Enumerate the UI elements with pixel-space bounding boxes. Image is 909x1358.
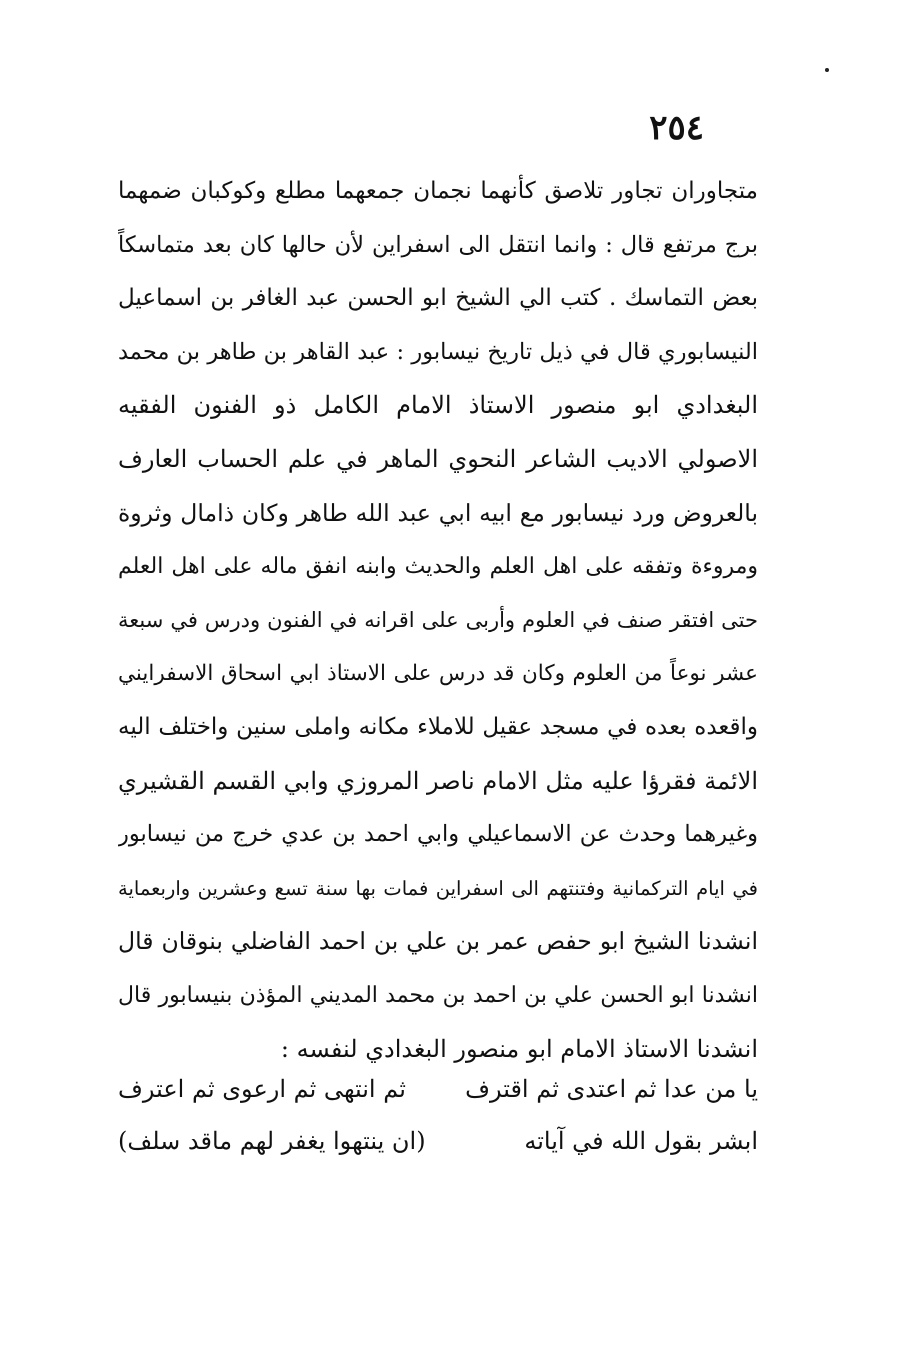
verse-line (118, 1063, 758, 1115)
prose-line: عشر نوعاً من العلوم وكان قد درس على الاستاذ ابي اسحاق الاسفرايني (118, 661, 758, 687)
ink-speck (825, 68, 829, 72)
poem (118, 1063, 758, 1167)
prose-line: انشدنا الشيخ ابو حفص عمر بن علي بن احمد الفاضلي بنوقان قال (118, 927, 758, 956)
prose-line: واقعده بعده في مسجد عقيل للاملاء مكانه واملى سنين واختلف اليه (118, 713, 758, 740)
prose-line: النيسابوري قال في ذيل تاريخ نيسابور : عبد القاهر بن طاهر بن محمد (118, 338, 758, 365)
verse-first-hemistich: يا من عدا ثم اعتدى ثم اقترف (465, 1075, 758, 1103)
verse-first-hemistich: ابشر بقول الله في آياته (524, 1127, 758, 1155)
prose-line: البغدادي ابو منصور الاستاذ الامام الكامل ذو الفنون الفقيه (118, 391, 758, 420)
prose-line: متجاوران تجاور تلاصق كأنهما نجمان جمعهما مطلع وكوكبان ضمهما (118, 178, 758, 204)
prose-line: الاصولي الاديب الشاعر النحوي الماهر في علم الحساب العارف (118, 444, 758, 473)
prose-line: وغيرهما وحدث عن الاسماعيلي وابي احمد بن عدي خرج من نيسابور (118, 821, 758, 848)
verse-second-hemistich: (ان ينتهوا يغفر لهم ماقد سلف) (118, 1127, 426, 1155)
page-number: ٢٥٤ (649, 108, 704, 148)
prose-line: بالعروض ورد نيسابور مع ابيه ابي عبد الله طاهر وكان ذامال وثروة (118, 498, 758, 527)
prose-line: حتى افتقر صنف في العلوم وأربى على اقرانه في الفنون ودرس في سبعة (118, 607, 758, 632)
prose-line: الائمة فقرؤا عليه مثل الامام ناصر المروزي وابي القسم القشيري (118, 766, 758, 795)
verse-line (118, 1115, 758, 1167)
prose-line: برج مرتفع قال : وانما انتقل الى اسفراين لأن حالها كان بعد متماسكاً (118, 231, 758, 258)
prose-line: بعض التماسك . كتب الي الشيخ ابو الحسن عبد الغافر بن اسماعيل (118, 285, 758, 312)
prose-line: انشدنا ابو الحسن علي بن احمد بن محمد المديني المؤذن بنيسابور قال (118, 982, 758, 1008)
prose-line: ومروءة وتفقه على اهل العلم والحديث وابنه انفق ماله على اهل العلم (118, 554, 758, 580)
prose-body (118, 165, 758, 1076)
verse-second-hemistich: ثم انتهى ثم ارعوى ثم اعترف (118, 1075, 406, 1103)
prose-line: في ايام التركمانية وفتنتهم الى اسفراين فمات بها سنة تسع وعشرين واربعماية (118, 876, 758, 900)
prose-line: انشدنا الاستاذ الامام ابو منصور البغدادي لنفسه : (280, 1034, 758, 1063)
